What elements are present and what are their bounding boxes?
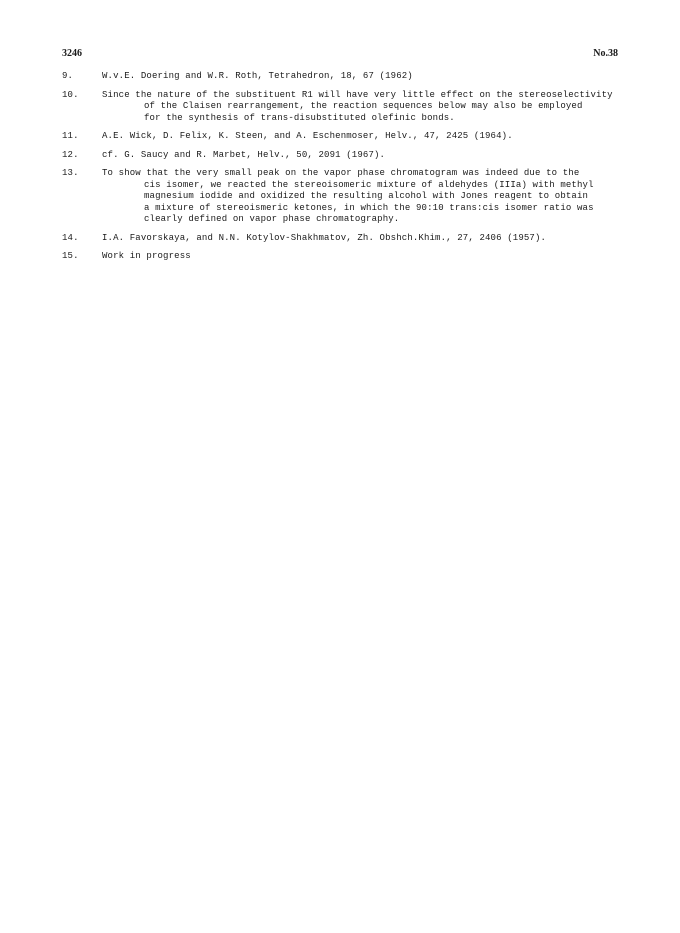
reference-item	[62, 168, 622, 226]
page-header	[62, 48, 618, 62]
reference-number: 14.	[62, 232, 79, 243]
reference-item	[62, 71, 622, 83]
reference-line: of the Claisen rearrangement, the reaction sequences below may also be employed	[144, 101, 583, 111]
reference-line: cis isomer, we reacted the stereoisomeric mixture of aldehydes (IIIa) with methyl	[144, 179, 594, 190]
reference-line: Since the nature of the substituent R1 will have very little effect on the stereoselectivity	[102, 89, 613, 100]
reference-line: a mixture of stereoismeric ketones, in which the 90:10 trans:cis isomer ratio was	[144, 202, 594, 213]
reference-number: 9.	[62, 71, 74, 81]
reference-line: I.A. Favorskaya, and N.N. Kotylov-Shakhmatov, Zh. Obshch.Khim., 27, 2406 (1957).	[102, 232, 547, 243]
reference-item	[62, 251, 622, 263]
reference-line: W.v.E. Doering and W.R. Roth, Tetrahedron, 18, 67 (1962)	[102, 71, 413, 81]
reference-line: clearly defined on vapor phase chromatography.	[144, 214, 400, 224]
reference-item	[62, 233, 622, 245]
reference-number: 12.	[62, 149, 79, 160]
reference-line: Work in progress	[102, 251, 191, 261]
reference-line: To show that the very small peak on the vapor phase chromatogram was indeed due to the	[102, 168, 580, 178]
page-number: 3246	[62, 48, 82, 59]
reference-number: 11.	[62, 131, 79, 141]
issue-number: No.38	[593, 48, 618, 59]
reference-line: magnesium iodide and oxidized the resulting alcohol with Jones reagent to obtain	[144, 191, 589, 201]
reference-number: 15.	[62, 251, 79, 261]
reference-item	[62, 150, 622, 162]
reference-number: 10.	[62, 89, 79, 100]
reference-list	[62, 71, 622, 270]
reference-number: 13.	[62, 168, 79, 178]
reference-line: for the synthesis of trans-disubstituted olefinic bonds.	[144, 112, 455, 123]
reference-item	[62, 90, 622, 125]
reference-item	[62, 131, 622, 143]
reference-line: A.E. Wick, D. Felix, K. Steen, and A. Eschenmoser, Helv., 47, 2425 (1964).	[102, 131, 513, 141]
reference-line: cf. G. Saucy and R. Marbet, Helv., 50, 2091 (1967).	[102, 149, 386, 160]
